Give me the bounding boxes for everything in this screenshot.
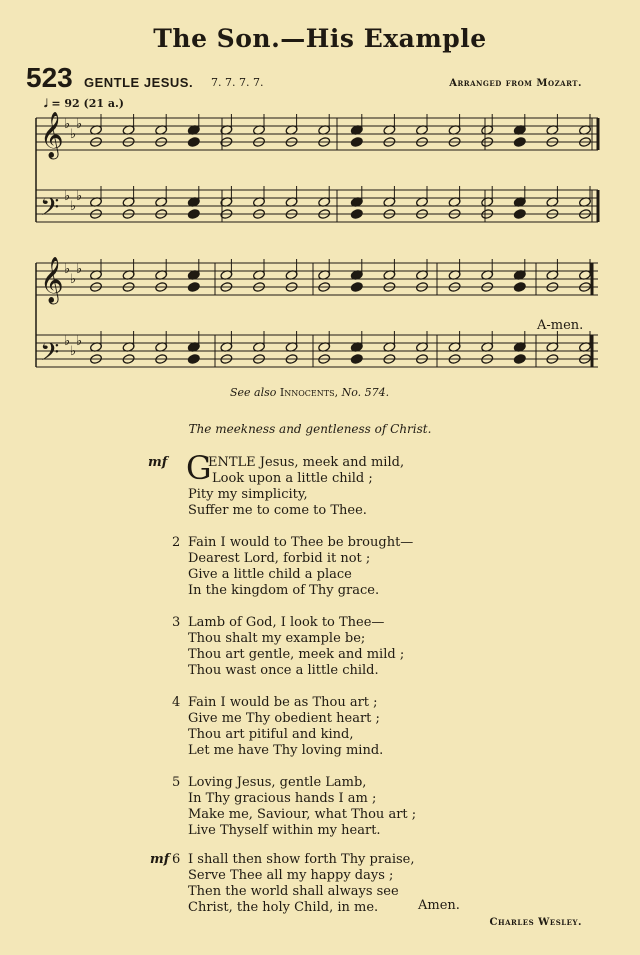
- drop-cap: G: [186, 449, 212, 487]
- note-head: [350, 137, 363, 148]
- verse-line: Dearest Lord, forbid it not ;: [188, 551, 371, 566]
- hymn-subtitle: The meekness and gentleness of Christ.: [188, 422, 432, 436]
- flat-sign: ♭: [64, 117, 71, 132]
- note-head: [513, 209, 526, 220]
- verse-line: Live Thyself within my heart.: [188, 823, 381, 838]
- verse-line: Fain I would to Thee be brought—: [188, 535, 414, 550]
- see-also-prefix: See also: [230, 386, 280, 399]
- flat-sign: ♭: [70, 127, 77, 142]
- verse-line: Thou shalt my example be;: [188, 631, 366, 646]
- verse-line: ENTLE Jesus, meek and mild,: [208, 455, 405, 470]
- verse-line: In Thy gracious hands I am ;: [188, 791, 377, 806]
- verse: [188, 535, 413, 599]
- note-head: [187, 137, 200, 148]
- verse-line: Then the world shall always see: [188, 884, 399, 899]
- clef-glyph: 𝄢: [40, 338, 60, 373]
- note-head: [513, 354, 526, 365]
- author-credit: Charles Wesley.: [489, 917, 582, 928]
- verse-line: Thou art pitiful and kind,: [188, 727, 354, 742]
- verse-number: 2: [172, 535, 181, 550]
- verse-line: Pity my simplicity,: [188, 487, 308, 502]
- verse-number: 3: [172, 615, 181, 630]
- flat-sign: ♭: [76, 262, 83, 277]
- verse-line: Make me, Saviour, what Thou art ;: [188, 807, 417, 822]
- flat-sign: ♭: [76, 117, 83, 132]
- tempo-marking: 𝅗𝅥 = 92 (21 a.): [44, 97, 125, 110]
- verse-number: 5: [172, 775, 181, 790]
- verse-line: Suffer me to come to Thee.: [188, 503, 367, 518]
- note-head: [513, 137, 526, 148]
- see-also-number: No. 574.: [338, 386, 390, 399]
- note-head: [187, 354, 200, 365]
- note-head: [187, 282, 200, 293]
- verse-line: I shall then show forth Thy praise,: [188, 852, 415, 867]
- closing-amen: Amen.: [418, 898, 460, 913]
- flat-sign: ♭: [64, 262, 71, 277]
- verse-line: Loving Jesus, gentle Lamb,: [188, 775, 367, 790]
- hymn-number: 523: [26, 62, 73, 93]
- arranger-credit: Arranged from Mozart.: [449, 78, 582, 89]
- amen-lyric: A-men.: [537, 318, 584, 333]
- flat-sign: ♭: [64, 189, 71, 204]
- flat-sign: ♭: [70, 272, 77, 287]
- verse-line: Thou art gentle, meek and mild ;: [188, 647, 405, 662]
- note-head: [350, 209, 363, 220]
- note-head: [350, 282, 363, 293]
- verse: [188, 615, 404, 679]
- verse-line: Christ, the holy Child, in me.: [188, 900, 379, 915]
- meter: 7. 7. 7. 7.: [211, 76, 264, 89]
- flat-sign: ♭: [70, 344, 77, 359]
- verse: [188, 695, 383, 759]
- dynamic-marking: mf: [148, 455, 168, 470]
- note-head: [187, 209, 200, 220]
- verse-line: Thou wast once a little child.: [188, 663, 379, 678]
- clef-glyph: 𝄢: [40, 193, 60, 228]
- verse: [188, 775, 416, 839]
- flat-sign: ♭: [70, 199, 77, 214]
- tune-name: GENTLE JESUS.: [84, 75, 194, 90]
- verse-line: In the kingdom of Thy grace.: [188, 583, 380, 598]
- dynamic-marking: mf: [150, 852, 170, 867]
- flat-sign: ♭: [76, 334, 83, 349]
- verse-line: Look upon a little child ;: [212, 471, 373, 486]
- clef-glyph: 𝄞: [40, 112, 64, 158]
- verse-number: 4: [172, 695, 181, 710]
- see-also-note: [230, 386, 389, 399]
- flat-sign: ♭: [64, 334, 71, 349]
- page-title: The Son.—His Example: [153, 24, 487, 53]
- music-score: [0, 0, 640, 400]
- verse-line: Give me Thy obedient heart ;: [188, 711, 380, 726]
- verse-number: 6: [172, 852, 181, 867]
- flat-sign: ♭: [76, 189, 83, 204]
- note-head: [350, 354, 363, 365]
- verse-line: Serve Thee all my happy days ;: [188, 868, 394, 883]
- verse-line: Give a little child a place: [188, 567, 352, 582]
- verse-line: Let me have Thy loving mind.: [188, 743, 384, 758]
- clef-glyph: 𝄞: [40, 257, 64, 303]
- verse-line: Lamb of God, I look to Thee—: [188, 615, 385, 630]
- note-head: [513, 282, 526, 293]
- verse: [186, 449, 405, 519]
- verse: [188, 852, 414, 916]
- verse-line: Fain I would be as Thou art ;: [188, 695, 378, 710]
- see-also-tune: Innocents,: [279, 386, 339, 399]
